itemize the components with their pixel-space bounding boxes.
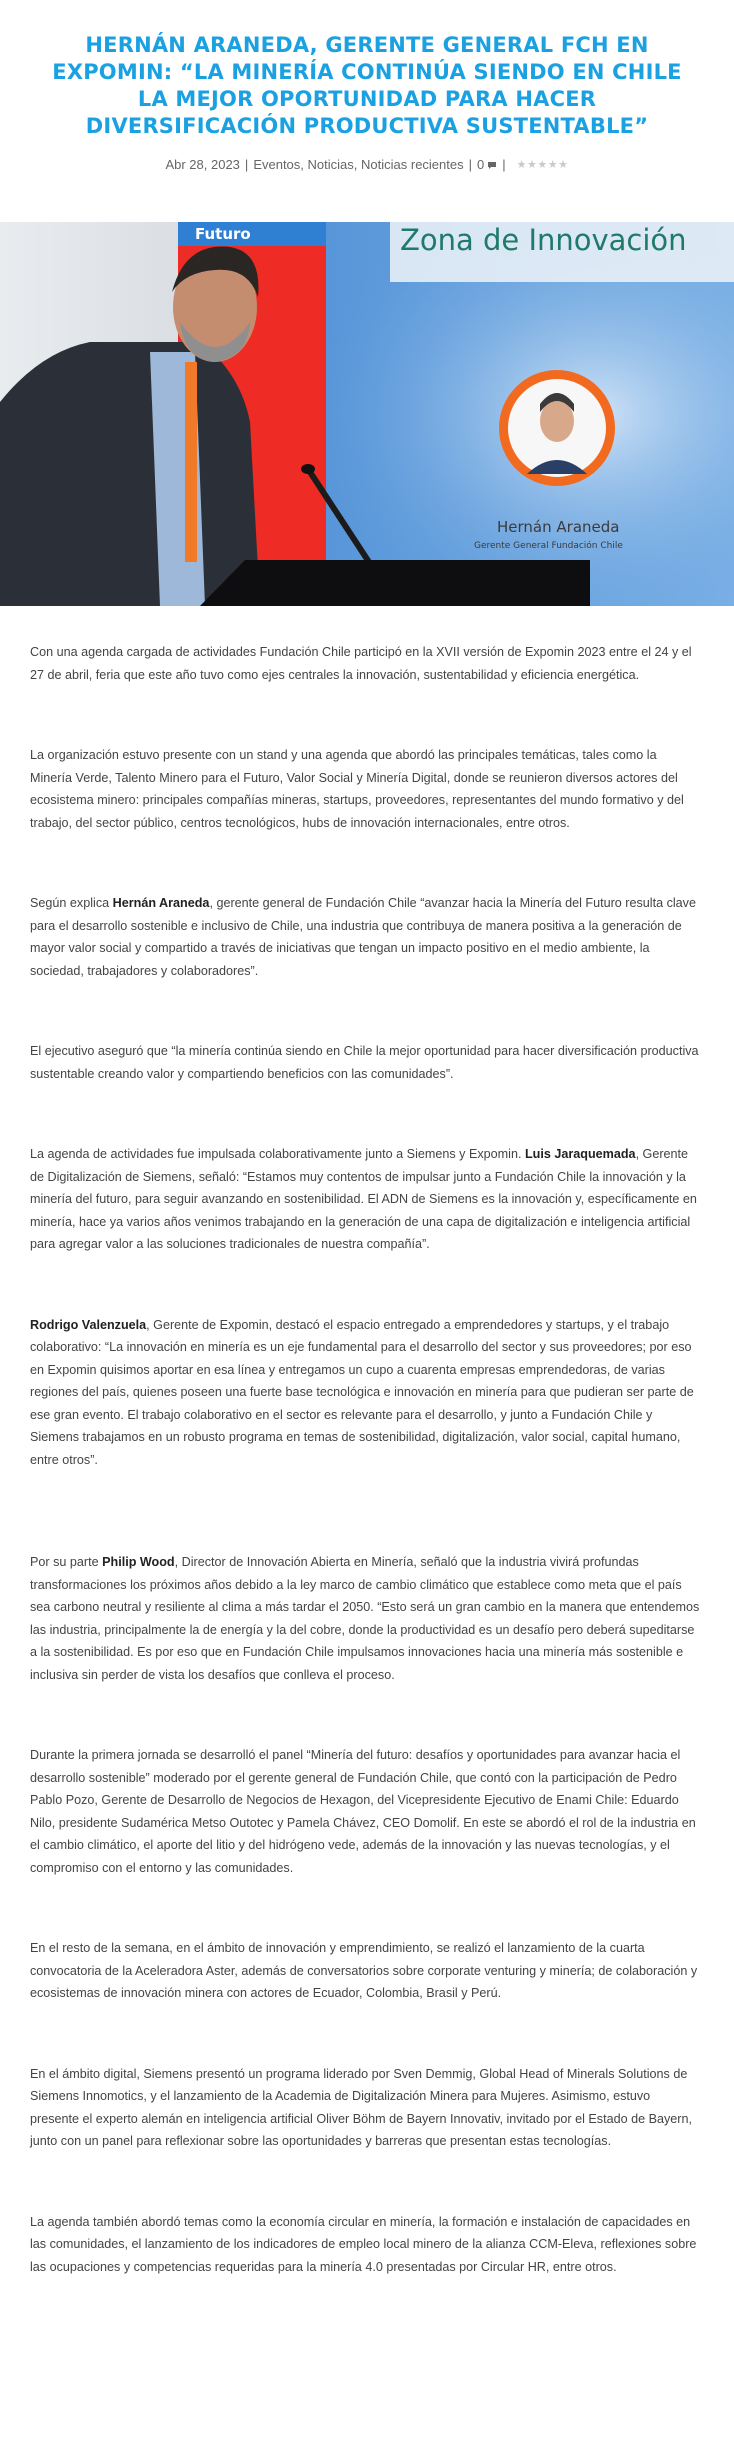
paragraph-expomin: Rodrigo Valenzuela, Gerente de Expomin, destacó el espacio entregado a emprendedores y startups, y el trabajo colaborativo: “La innovación en minería es un eje fundamental para el desarrollo del sector y sus proveedores; por eso en Expomin quisimos aportar en esa línea y entregamos un cupo a cuarenta empresas emprendedoras, de varias regiones del país, quienes poseen una fuerte base tecnológica e innovación en minería para que pudieran ser parte de ese gran evento. El trabajo colaborativo en el sector es relevante para el desarrollo, y junto a Fundación Chile y Siemens trabajamos en un robusto programa en temas de sostenibilidad, digitalización, valor social, capital humano, entre otros”. <box>30 1317 694 1467</box>
post-header <box>0 0 734 222</box>
banner-right-text: Zona de Innovación <box>400 223 687 257</box>
name-rodrigo-valenzuela: Rodrigo Valenzuela <box>30 1317 147 1332</box>
rating-stars[interactable] <box>517 156 569 174</box>
banner-left-text: Futuro <box>195 225 251 243</box>
star-icon: ★ <box>558 159 569 171</box>
name-philip-wood: Philip Wood <box>102 1555 175 1569</box>
speaker-body <box>0 342 260 606</box>
name-luis-jaraquemada: Luis Jaraquemada <box>524 1147 636 1161</box>
paragraph-philip-wood: Por su parte Philip Wood, Director de Innovación Abierta en Minería, señaló que la industria vivirá profundas transformaciones los próximos años debido a la ley marco de cambio climático que establece como meta que el país sea carbono neutral y resiliente al clima a más tardar el 2050. “Esto será un gran cambio en la manera que entendemos las industria, principalmente la de energía y la del cobre, donde la productividad es un desafío pero deberá supeditarse a la sostenibilidad. Es por eso que en Fundación Chile impulsamos innovaciones hacia una minería más sostenible e inclusiva sin perder de vista los desafíos que conlleva el proceso. <box>30 1555 700 1682</box>
post-title: HERNÁN ARANEDA, GERENTE GENERAL FCH EN EXPOMIN: “LA MINERÍA CONTINÚA SIENDO EN CHILE LA MEJOR OPORTUNIDAD PARA HACER DIVERSIFICACIÓN PRODUCTIVA SUSTENTABLE” <box>52 33 682 138</box>
featured-image <box>0 222 734 606</box>
post-date: Abr 28, 2023 <box>165 157 240 172</box>
category-link-noticias[interactable]: Noticias <box>307 157 354 172</box>
paragraph-executive-quote: El ejecutivo aseguró que “la minería continúa siendo en Chile la mejor oportunidad para hacer diversificación productiva sustentable creando valor y compartiendo beneficios con las comunidades”. <box>30 1044 699 1081</box>
paragraph-siemens: La agenda de actividades fue impulsada colaborativamente junto a Siemens y Expomin. Luis Jaraquemada, Gerente de Digitalización de Siemens, señaló: “Estamos muy contentos de impulsar junto a Fundación Chile la innovación y la minería del futuro, para seguir avanzando en sostenibilidad. El ADN de Siemens es la innovación y, específicamente en minería, hace ya varios años venimos trabajando en la generación de una capa de digitalización e inteligencia artificial para agregar valor a las soluciones tradicionales de nuestra compañía”. <box>30 1147 697 1251</box>
paragraph-panel: Durante la primera jornada se desarrolló el panel “Minería del futuro: desafíos y oportunidades para avanzar hacia el desarrollo sostenible” moderado por el gerente general de Fundación Chile, que contó con la participación de Pedro Pablo Pozo, Gerente de Desarrollo de Negocios de Hexagon, del Vicepresidente Ejecutivo de Enami Chile: Eduardo Nilo, presidente Sudamérica Metso Outotec y Pamela Chávez, CEO Domolif. En este se abordó el rol de la industria en el cambio climático, el aporte del litio y del hidrógeno vede, además de la innovación y las nuevas tecnologías, y el compromiso con el entorno y las comunidades. <box>30 1748 696 1875</box>
caption-role: Gerente General Fundación Chile <box>474 541 623 551</box>
caption-name: Hernán Araneda <box>497 518 620 536</box>
category-link-eventos[interactable]: Eventos <box>253 157 301 172</box>
star-icon: ★ <box>537 159 548 171</box>
featured-photo <box>0 222 734 606</box>
article-body <box>0 606 734 2278</box>
category-link-noticias-recientes[interactable]: Noticias recientes <box>361 157 464 172</box>
paragraph-innovation: En el resto de la semana, en el ámbito de innovación y emprendimiento, se realizó el lanzamiento de la cuarta convocatoria de la Aceleradora Aster, además de conversatorios sobre corporate venturing y minería; de colaboración y ecosistemas de innovación minera con actores de Ecuador, Colombia, Brasil y Perú. <box>30 1941 698 2000</box>
star-icon: ★ <box>516 159 528 171</box>
name-hernan-araneda: Hernán Araneda <box>112 896 210 910</box>
comment-bubble-icon <box>487 161 497 170</box>
podium <box>200 560 590 606</box>
star-icon: ★ <box>527 159 538 171</box>
paragraph-intro: Con una agenda cargada de actividades Fundación Chile participó en la XVII versión de Expomin 2023 entre el 24 y el 27 de abril, feria que este año tuvo como ejes centrales la innovación, sustentabilidad y eficiencia energética. <box>30 645 692 682</box>
paragraph-agenda-topics: La agenda también abordó temas como la economía circular en minería, la formación e instalación de capacidades en las comunidades, el lanzamiento de los indicadores de empleo local minero de la alianza CCM-Eleva, reflexiones sobre las ocupaciones y competencias requeridas para la minería 4.0 presentadas por Circular HR, entre otros. <box>30 2214 697 2274</box>
paragraph-organization: La organización estuvo presente con un stand y una agenda que abordó las principales temáticas, tales como la Minería Verde, Talento Minero para el Futuro, Valor Social y Minería Digital, donde se reunieron diversos actores del ecosistema minero: principales compañías mineras, startups, proveedores, representantes del mundo formativo y del trabajo, del sector público, centros tecnológicos, hubs de innovación internacionales, entre otros. <box>30 748 684 830</box>
comments-link[interactable] <box>477 157 497 172</box>
paragraph-araneda: Según explica Hernán Araneda, gerente general de Fundación Chile “avanzar hacia la Minería del Futuro resulta clave para el desarrollo sostenible e inclusivo de Chile, una industria que contribuya de manera positiva a la generación de mayor valor social y compartido a través de iniciativas que tengan un impacto positivo en el medio ambiente, la sociedad, trabajadores y colaboradores”. <box>30 896 696 978</box>
paragraph-digital: En el ámbito digital, Siemens presentó un programa liderado por Sven Demmig, Global Head of Minerals Solutions de Siemens Innomotics, y el lanzamiento de la Academia de Digitalización Minera para Mujeres. Asimismo, estuvo presente el experto alemán en inteligencia artificial Oliver Böhm de Bayern Innovativ, invitado por el Estado de Bayern, junto con un panel para reflexionar sobre las oportunidades y barreras que presentan estas tecnologías. <box>30 2066 693 2148</box>
comment-count: 0 <box>477 157 485 172</box>
post-meta: Abr 28, 2023 | Eventos, Noticias, Noticias recientes | 0 | ★★★★★ <box>165 157 569 172</box>
star-icon: ★ <box>547 159 559 171</box>
